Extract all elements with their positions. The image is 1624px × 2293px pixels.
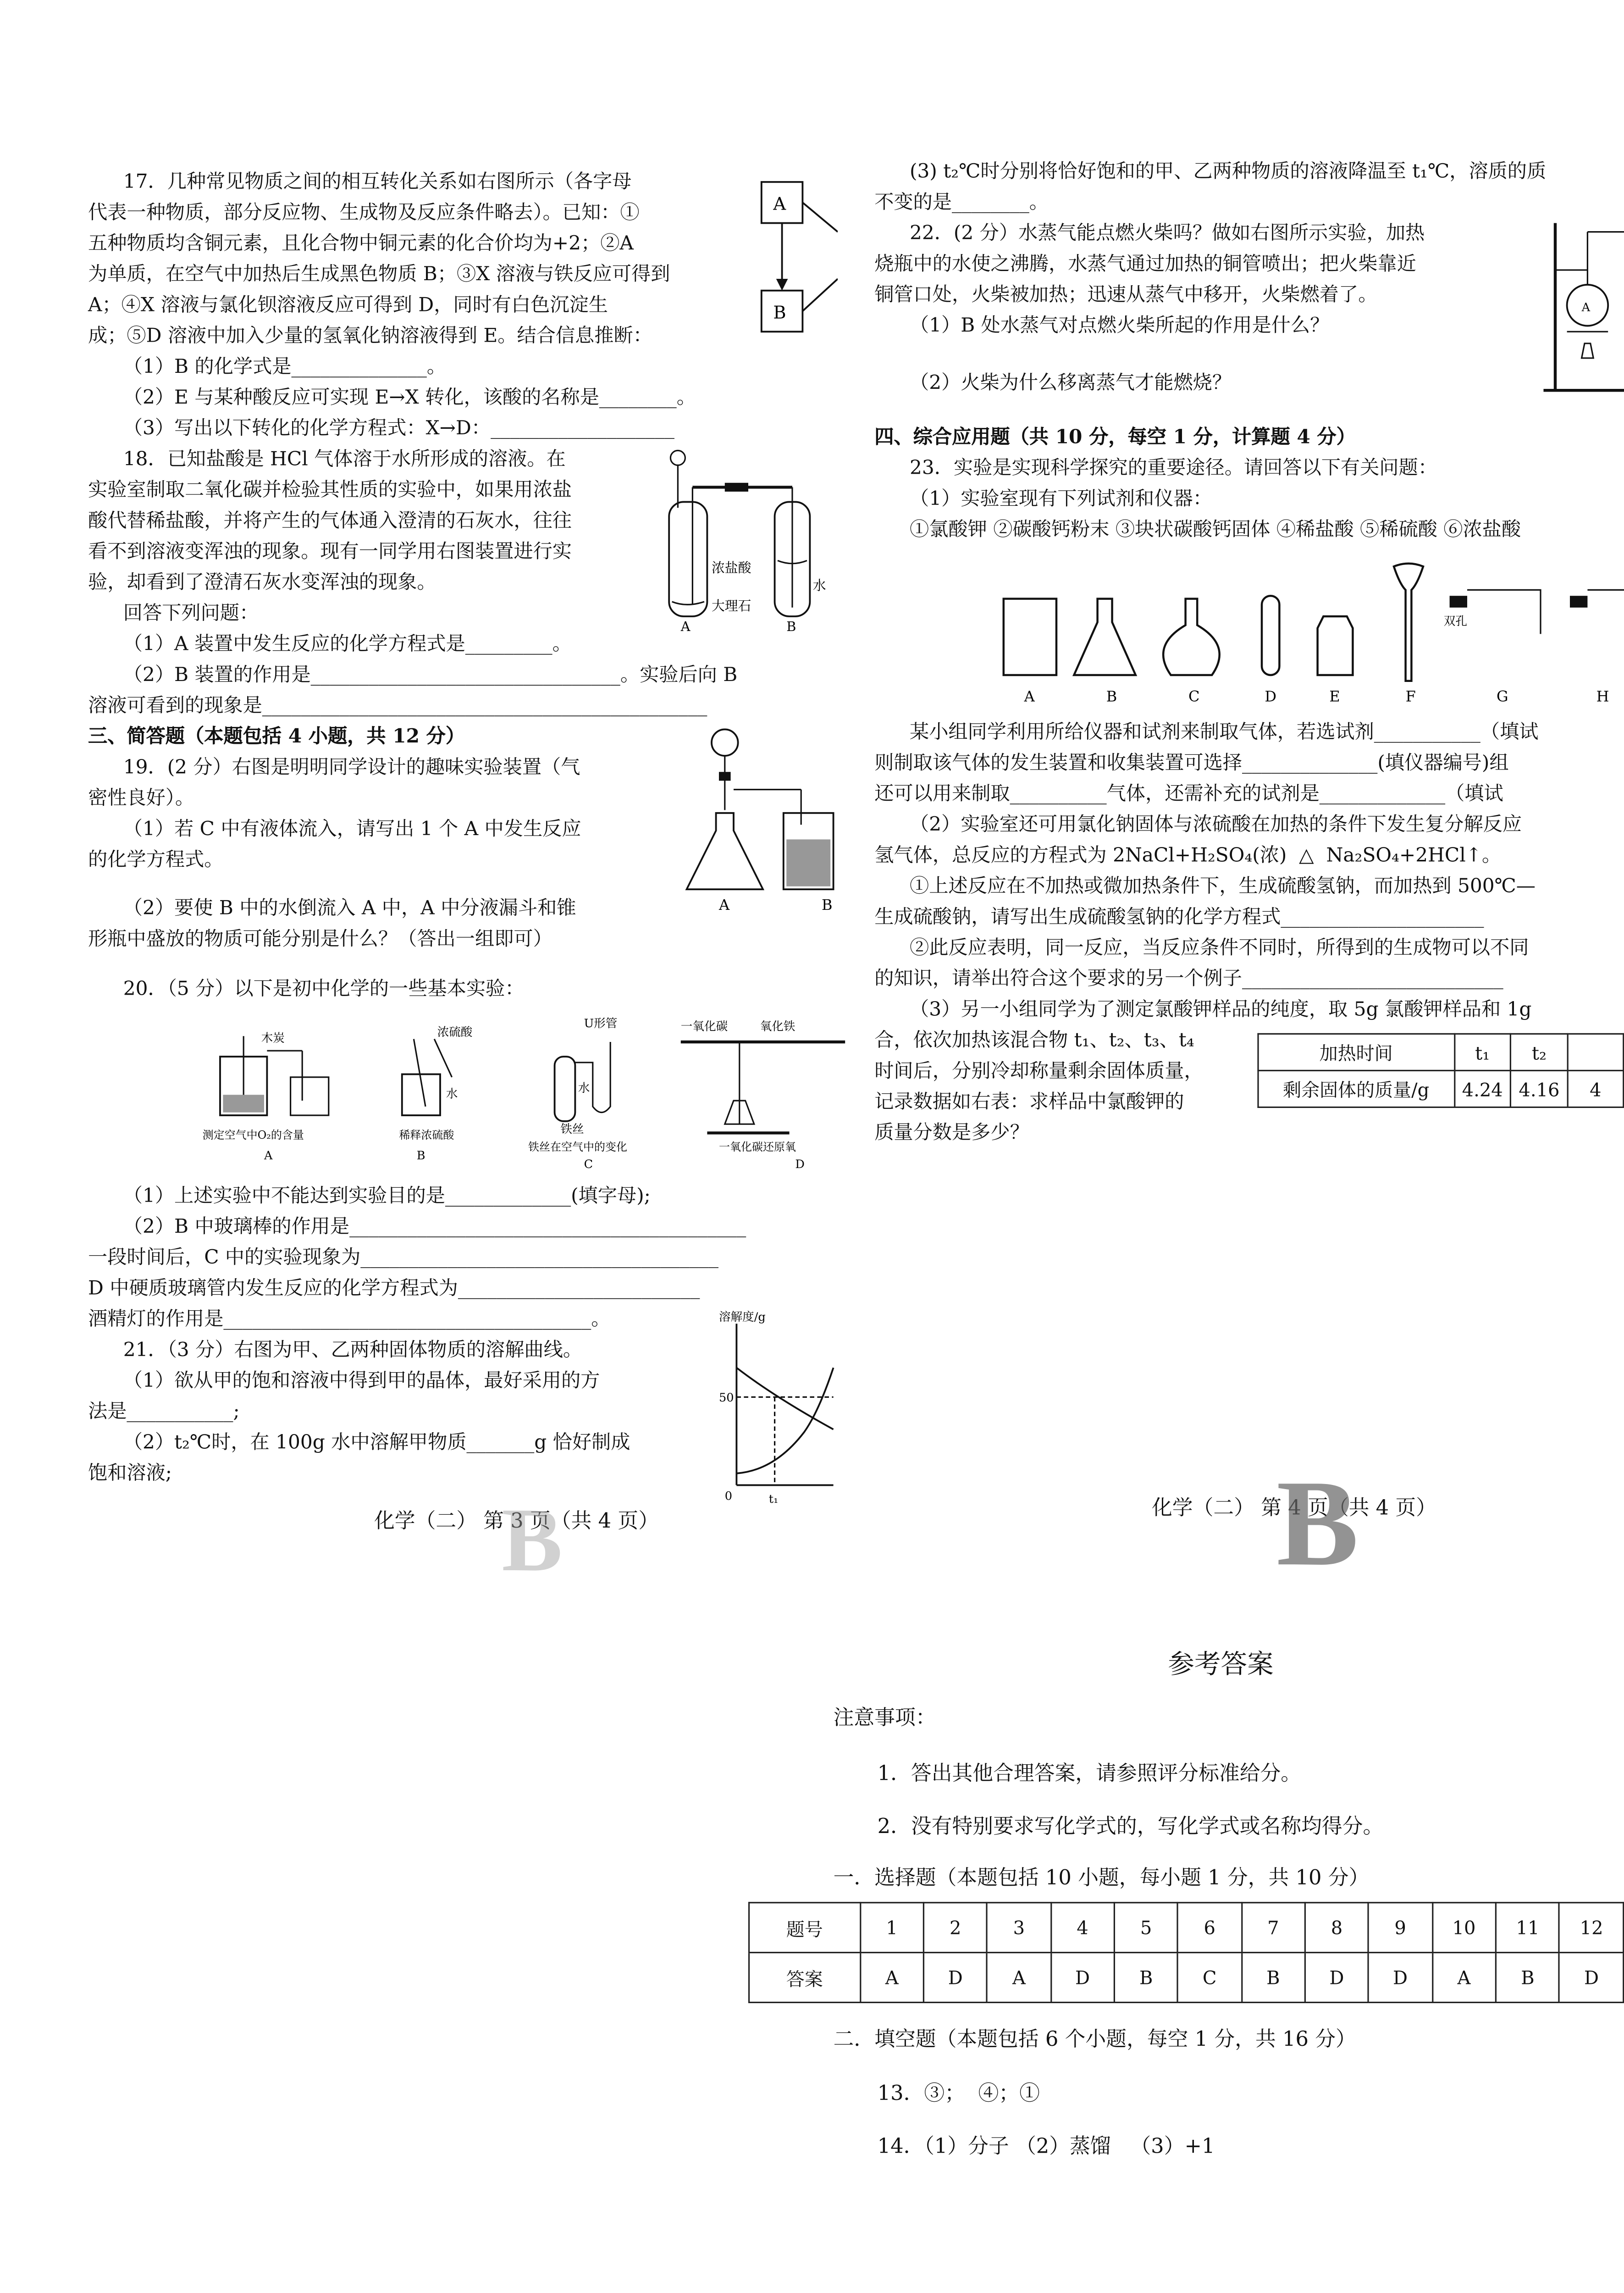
- box-b-label: B: [773, 302, 786, 323]
- letter-a: A: [264, 1149, 273, 1163]
- q20-line-5: 酒精灯的作用是______________________________________。: [88, 1309, 611, 1331]
- section-2-title: 二．填空题（本题包括 6 个小题，每空 1 分，共 16 分）: [833, 2028, 1356, 2052]
- q17-line-3: 五种物质均含铜元素，且化合物中铜元素的化合价均为+2；②A: [88, 233, 634, 255]
- right-page-footer: 化学（二） 第 4 页（共 4 页）: [1152, 1497, 1437, 1521]
- q18-line-4: 看不到溶液变浑浊的现象。现有一同学用右图装置进行实: [88, 541, 572, 564]
- q17-line-1: 17．几种常见物质之间的相互转化关系如右图所示（各字母: [123, 172, 632, 194]
- q19-line-1: 19．(2 分）右图是明明同学设计的趣味实验装置（气: [123, 757, 580, 780]
- table-cell: 加热时间: [1258, 1034, 1454, 1070]
- table-cell: B: [1496, 1953, 1559, 2003]
- label-co: 一氧化碳: [680, 1019, 728, 1034]
- q17-line-4: 为单质，在空气中加热后生成黑色物质 B；③X 溶液与铁反应可得到: [88, 264, 670, 286]
- table-cell: D: [1051, 1953, 1115, 2003]
- apparatus-e: E: [1329, 687, 1340, 705]
- notice-title: 注意事项：: [833, 1706, 936, 1730]
- q18-line-9: 溶液可看到的现象是______________________________________________: [88, 695, 707, 718]
- table-cell: A: [1432, 1953, 1496, 2003]
- q23c-line-4: 质量分数是多少？: [874, 1123, 1029, 1145]
- label-fe2o3: 氧化铁: [760, 1019, 795, 1034]
- q17-line-5: A；④X 溶液与氯化钡溶液反应可得到 D，同时有白色沉淀生: [88, 295, 608, 317]
- table-cell: 2: [923, 1903, 987, 1953]
- q23-line-3: ①氯酸钾 ②碳酸钙粉末 ③块状碳酸钙固体 ④稀盐酸 ⑤稀硫酸 ⑥浓盐酸: [910, 519, 1521, 542]
- table-cell: A: [860, 1953, 924, 2003]
- q19-line-5: （2）要使 B 中的水倒流入 A 中，A 中分液漏斗和锥: [123, 898, 576, 920]
- label-conc-h2so4: 浓硫酸: [437, 1025, 473, 1040]
- table-row: [749, 1953, 1624, 2003]
- table-cell: B: [1242, 1953, 1305, 2003]
- table-cell: D: [1369, 1953, 1432, 2003]
- section-3-title: 三、简答题（本题包括 4 小题，共 12 分）: [88, 726, 465, 748]
- q19-line-3: （1）若 C 中有液体流入，请写出 1 个 A 中发生反应: [123, 819, 581, 841]
- q17-line-9: （3）写出以下转化的化学方程式：X→D：___________________: [123, 418, 674, 440]
- q20-line-2: （2）B 中玻璃棒的作用是_________________________________________: [123, 1216, 746, 1239]
- q18-line-5: 验，却看到了澄清石灰水变浑浊的现象。: [88, 572, 436, 594]
- table-cell: 7: [1242, 1903, 1305, 1953]
- q19-line-2: 密性良好）。: [88, 788, 195, 810]
- apparatus-h: H: [1596, 687, 1609, 705]
- table-cell: 剩余固体的质量/g: [1258, 1070, 1454, 1107]
- q19-line-4: 的化学方程式。: [88, 849, 224, 872]
- label-conc-hcl: 浓盐酸: [712, 560, 751, 576]
- q18-apparatus-figure: [657, 443, 836, 637]
- table-cell: 6: [1178, 1903, 1242, 1953]
- table-cell: D: [1559, 1953, 1623, 2003]
- q17-line-8: （2）E 与某种酸反应可实现 E→X 转化，该酸的名称是________。: [123, 387, 696, 410]
- table-cell: t₂: [1511, 1034, 1568, 1070]
- q18-line-1: 18．已知盐酸是 HCl 气体溶于水所形成的溶液。在: [123, 449, 566, 471]
- q18-line-3: 酸代替稀盐酸，并将产生的气体通入澄清的石灰水，往往: [88, 510, 572, 533]
- apparatus-f: F: [1405, 687, 1416, 705]
- q22-steam-apparatus-figure: [1543, 217, 1624, 399]
- table-cell: [1568, 1034, 1624, 1070]
- label-water: 水: [812, 577, 826, 593]
- q21-line-5: 饱和溶液;: [88, 1463, 172, 1485]
- tick-50: 50: [719, 1391, 734, 1405]
- caption-d: 一氧化碳还原氧: [719, 1140, 796, 1153]
- label-marble: 大理石: [712, 598, 751, 614]
- y-axis-label: 溶解度/g: [719, 1310, 766, 1324]
- right-stamp: B: [1276, 1456, 1359, 1592]
- table-cell: 3: [987, 1903, 1051, 1953]
- table-cell: 9: [1369, 1903, 1432, 1953]
- q23b-line-3: 还可以用来制取__________气体，还需补充的试剂是_____________（填试: [874, 783, 1503, 806]
- apparatus-b: B: [1106, 687, 1117, 705]
- q20-line-3: 一段时间后，C 中的实验现象为_____________________________________: [88, 1247, 718, 1269]
- answer-13: 13．③； ④；①: [877, 2082, 1040, 2106]
- q18-line-7: （1）A 装置中发生反应的化学方程式是_________。: [123, 634, 572, 656]
- q23c-line-2: 时间后，分别冷却称量剩余固体质量，: [874, 1061, 1204, 1083]
- choice-answer-table: [748, 1902, 1624, 2003]
- q23b-line-6: ①上述反应在不加热或微加热条件下，生成硫酸氢钠，而加热到 500℃—: [910, 876, 1536, 898]
- letter-b: B: [416, 1149, 425, 1163]
- label-u-tube: U形管: [584, 1017, 618, 1030]
- label-a: A: [1581, 300, 1591, 315]
- q17-line-6: 成；⑤D 溶液中加入少量的氢氧化钠溶液得到 E。结合信息推断：: [88, 326, 652, 348]
- q17-conversion-diagram: [756, 173, 838, 338]
- table-cell: A: [987, 1953, 1051, 2003]
- q21-line-2: （1）欲从甲的饱和溶液中得到甲的晶体，最好采用的方: [123, 1370, 600, 1393]
- table-cell: B: [1114, 1953, 1178, 2003]
- left-page-footer: 化学（二） 第 3 页（共 4 页）: [374, 1510, 659, 1534]
- label-charcoal: 木炭: [261, 1031, 285, 1045]
- table-row: [1258, 1070, 1624, 1107]
- q17-line-7: （1）B 的化学式是______________。: [123, 356, 447, 379]
- q21-3-line-2: 不变的是________。: [874, 192, 1049, 215]
- table-row: [749, 1903, 1624, 1953]
- table-cell: 答案: [749, 1953, 860, 2003]
- section-4-title: 四、综合应用题（共 10 分，每空 1 分，计算题 4 分）: [874, 427, 1356, 449]
- q20-title: 20．（5 分）以下是初中化学的一些基本实验：: [123, 979, 525, 1001]
- table-cell: 4: [1568, 1070, 1624, 1107]
- q23b-line-8: ②此反应表明，同一反应，当反应条件不同时，所得到的生成物可以不同: [910, 937, 1529, 960]
- table-cell: D: [1305, 1953, 1369, 2003]
- table-row: [1258, 1034, 1624, 1070]
- answer-key-title: 参考答案: [1168, 1649, 1274, 1680]
- label-a: A: [719, 896, 730, 914]
- table-cell: 题号: [749, 1903, 860, 1953]
- left-stamp: B: [502, 1491, 563, 1591]
- letter-c: C: [584, 1158, 593, 1171]
- q18-line-8: （2）B 装置的作用是________________________________。实验后向 B: [123, 665, 738, 687]
- label-water-b: 水: [446, 1087, 458, 1101]
- table-cell: 1: [860, 1903, 924, 1953]
- origin-label: 0: [724, 1489, 733, 1503]
- section-1-title: 一．选择题（本题包括 10 小题，每小题 1 分，共 10 分）: [833, 1867, 1370, 1890]
- q23-line-1: 23．实验是实现科学探究的重要途径。请回答以下有关问题：: [910, 458, 1437, 480]
- box-a-label: A: [773, 194, 786, 215]
- table-cell: 4.24: [1454, 1070, 1511, 1107]
- table-cell: 4: [1051, 1903, 1115, 1953]
- table-cell: 11: [1496, 1903, 1559, 1953]
- q20-line-1: （1）上述实验中不能达到实验目的是_____________(填字母);: [123, 1185, 651, 1208]
- table-cell: 12: [1559, 1903, 1623, 1953]
- note-1: 1．答出其他合理答案，请参照评分标准给分。: [877, 1762, 1302, 1786]
- table-cell: 4.16: [1511, 1070, 1568, 1107]
- apparatus-a: A: [1024, 687, 1035, 705]
- table-cell: 8: [1305, 1903, 1369, 1953]
- q20-line-4: D 中硬质玻璃管内发生反应的化学方程式为_________________________: [88, 1278, 700, 1301]
- table-cell: t₁: [1454, 1034, 1511, 1070]
- q21-line-4: （2）t₂℃时，在 100g 水中溶解甲物质_______g 恰好制成: [123, 1432, 630, 1455]
- label-a: A: [680, 619, 690, 634]
- q19-line-6: 形瓶中盛放的物质可能分别是什么？（答出一组即可）: [88, 929, 552, 951]
- tick-t1: t₁: [768, 1492, 779, 1506]
- note-2: 2．没有特别要求写化学式的，写化学式或名称均得分。: [877, 1815, 1384, 1839]
- q23b-line-2: 则制取该气体的发生装置和收集装置可选择______________(填仪器编号)组: [874, 753, 1509, 775]
- label-water-c: 水: [578, 1081, 590, 1095]
- answer-14: 14．（1）分子 （2）蒸馏 （3）+1: [877, 2135, 1215, 2159]
- q22-line-1: 22．(2 分）水蒸气能点燃火柴吗？做如右图所示实验，加热: [910, 223, 1425, 245]
- table-cell: 5: [1114, 1903, 1178, 1953]
- q23c-line-3: 记录数据如右表：求样品中氯酸钾的: [874, 1091, 1184, 1114]
- table-cell: D: [923, 1953, 987, 2003]
- label-two-hole: 双孔: [1443, 615, 1468, 629]
- solubility-curve-figure: [716, 1309, 840, 1514]
- q21-line-3: 法是___________;: [88, 1401, 240, 1423]
- q23b-line-1: 某小组同学利用所给仪器和试剂来制取气体，若选试剂___________（填试: [910, 722, 1539, 744]
- letter-d: D: [795, 1158, 805, 1171]
- q23b-line-5: 氢气体，总反应的方程式为 2NaCl+H₂SO₄(浓) △ Na₂SO₄+2HCl↑。: [874, 845, 1502, 868]
- q22-line-3: 铜管口处，火柴被加热；迅速从蒸气中移开，火柴燃着了。: [874, 284, 1378, 307]
- caption-c: 铁丝在空气中的变化: [528, 1140, 627, 1153]
- q18-line-6: 回答下列问题：: [123, 603, 259, 626]
- apparatus-g: G: [1497, 687, 1508, 705]
- table-cell: C: [1178, 1953, 1242, 2003]
- q18-line-2: 实验室制取二氧化碳并检验其性质的实验中，如果用浓盐: [88, 480, 572, 502]
- q22-line-4: （1）B 处水蒸气对点燃火柴所起的作用是什么？: [910, 316, 1330, 338]
- q17-line-2: 代表一种物质，部分反应物、生成物及反应条件略去）。已知：①: [88, 202, 640, 225]
- apparatus-d: D: [1265, 687, 1277, 705]
- q23b-line-4: （2）实验室还可用氯化钠固体与浓硫酸在加热的条件下发生复分解反应: [910, 814, 1522, 836]
- caption-b: 稀释浓硫酸: [399, 1129, 454, 1142]
- caption-a: 测定空气中O₂的含量: [202, 1129, 304, 1142]
- q19-apparatus-figure: [678, 722, 839, 915]
- q20-experiments-figure: [203, 1013, 851, 1171]
- q23-apparatus-figure: [983, 558, 1624, 710]
- heating-data-table: [1257, 1033, 1624, 1108]
- q21-3-line-1: (3) t₂℃时分别将恰好饱和的甲、乙两种物质的溶液降温至 t₁℃，溶质的质: [910, 161, 1547, 183]
- q23-line-2: （1）实验室现有下列试剂和仪器：: [910, 488, 1212, 511]
- q23b-line-10: （3）另一小组同学为了测定氯酸钾样品的纯度，取 5g 氯酸钾样品和 1g: [910, 999, 1532, 1022]
- label-b: B: [786, 619, 796, 634]
- q22-line-5: （2）火柴为什么移离蒸气才能燃烧？: [910, 372, 1232, 395]
- apparatus-c: C: [1188, 687, 1200, 705]
- table-cell: 10: [1432, 1903, 1496, 1953]
- q22-line-2: 烧瓶中的水使之沸腾，水蒸气通过加热的铜管喷出；把火柴靠近: [874, 254, 1416, 276]
- label-iron-wire: 铁丝: [560, 1122, 584, 1136]
- q21-line-1: 21．（3 分）右图为甲、乙两种固体物质的溶解曲线。: [123, 1340, 583, 1362]
- q23b-line-9: 的知识，请举出符合这个要求的另一个例子___________________________: [874, 969, 1503, 991]
- q23b-line-7: 生成硫酸钠，请写出生成硫酸氢钠的化学方程式_____________________: [874, 907, 1484, 929]
- q23c-line-1: 合，依次加热该混合物 t₁、t₂、t₃、t₄: [874, 1030, 1194, 1052]
- label-b: B: [822, 896, 833, 914]
